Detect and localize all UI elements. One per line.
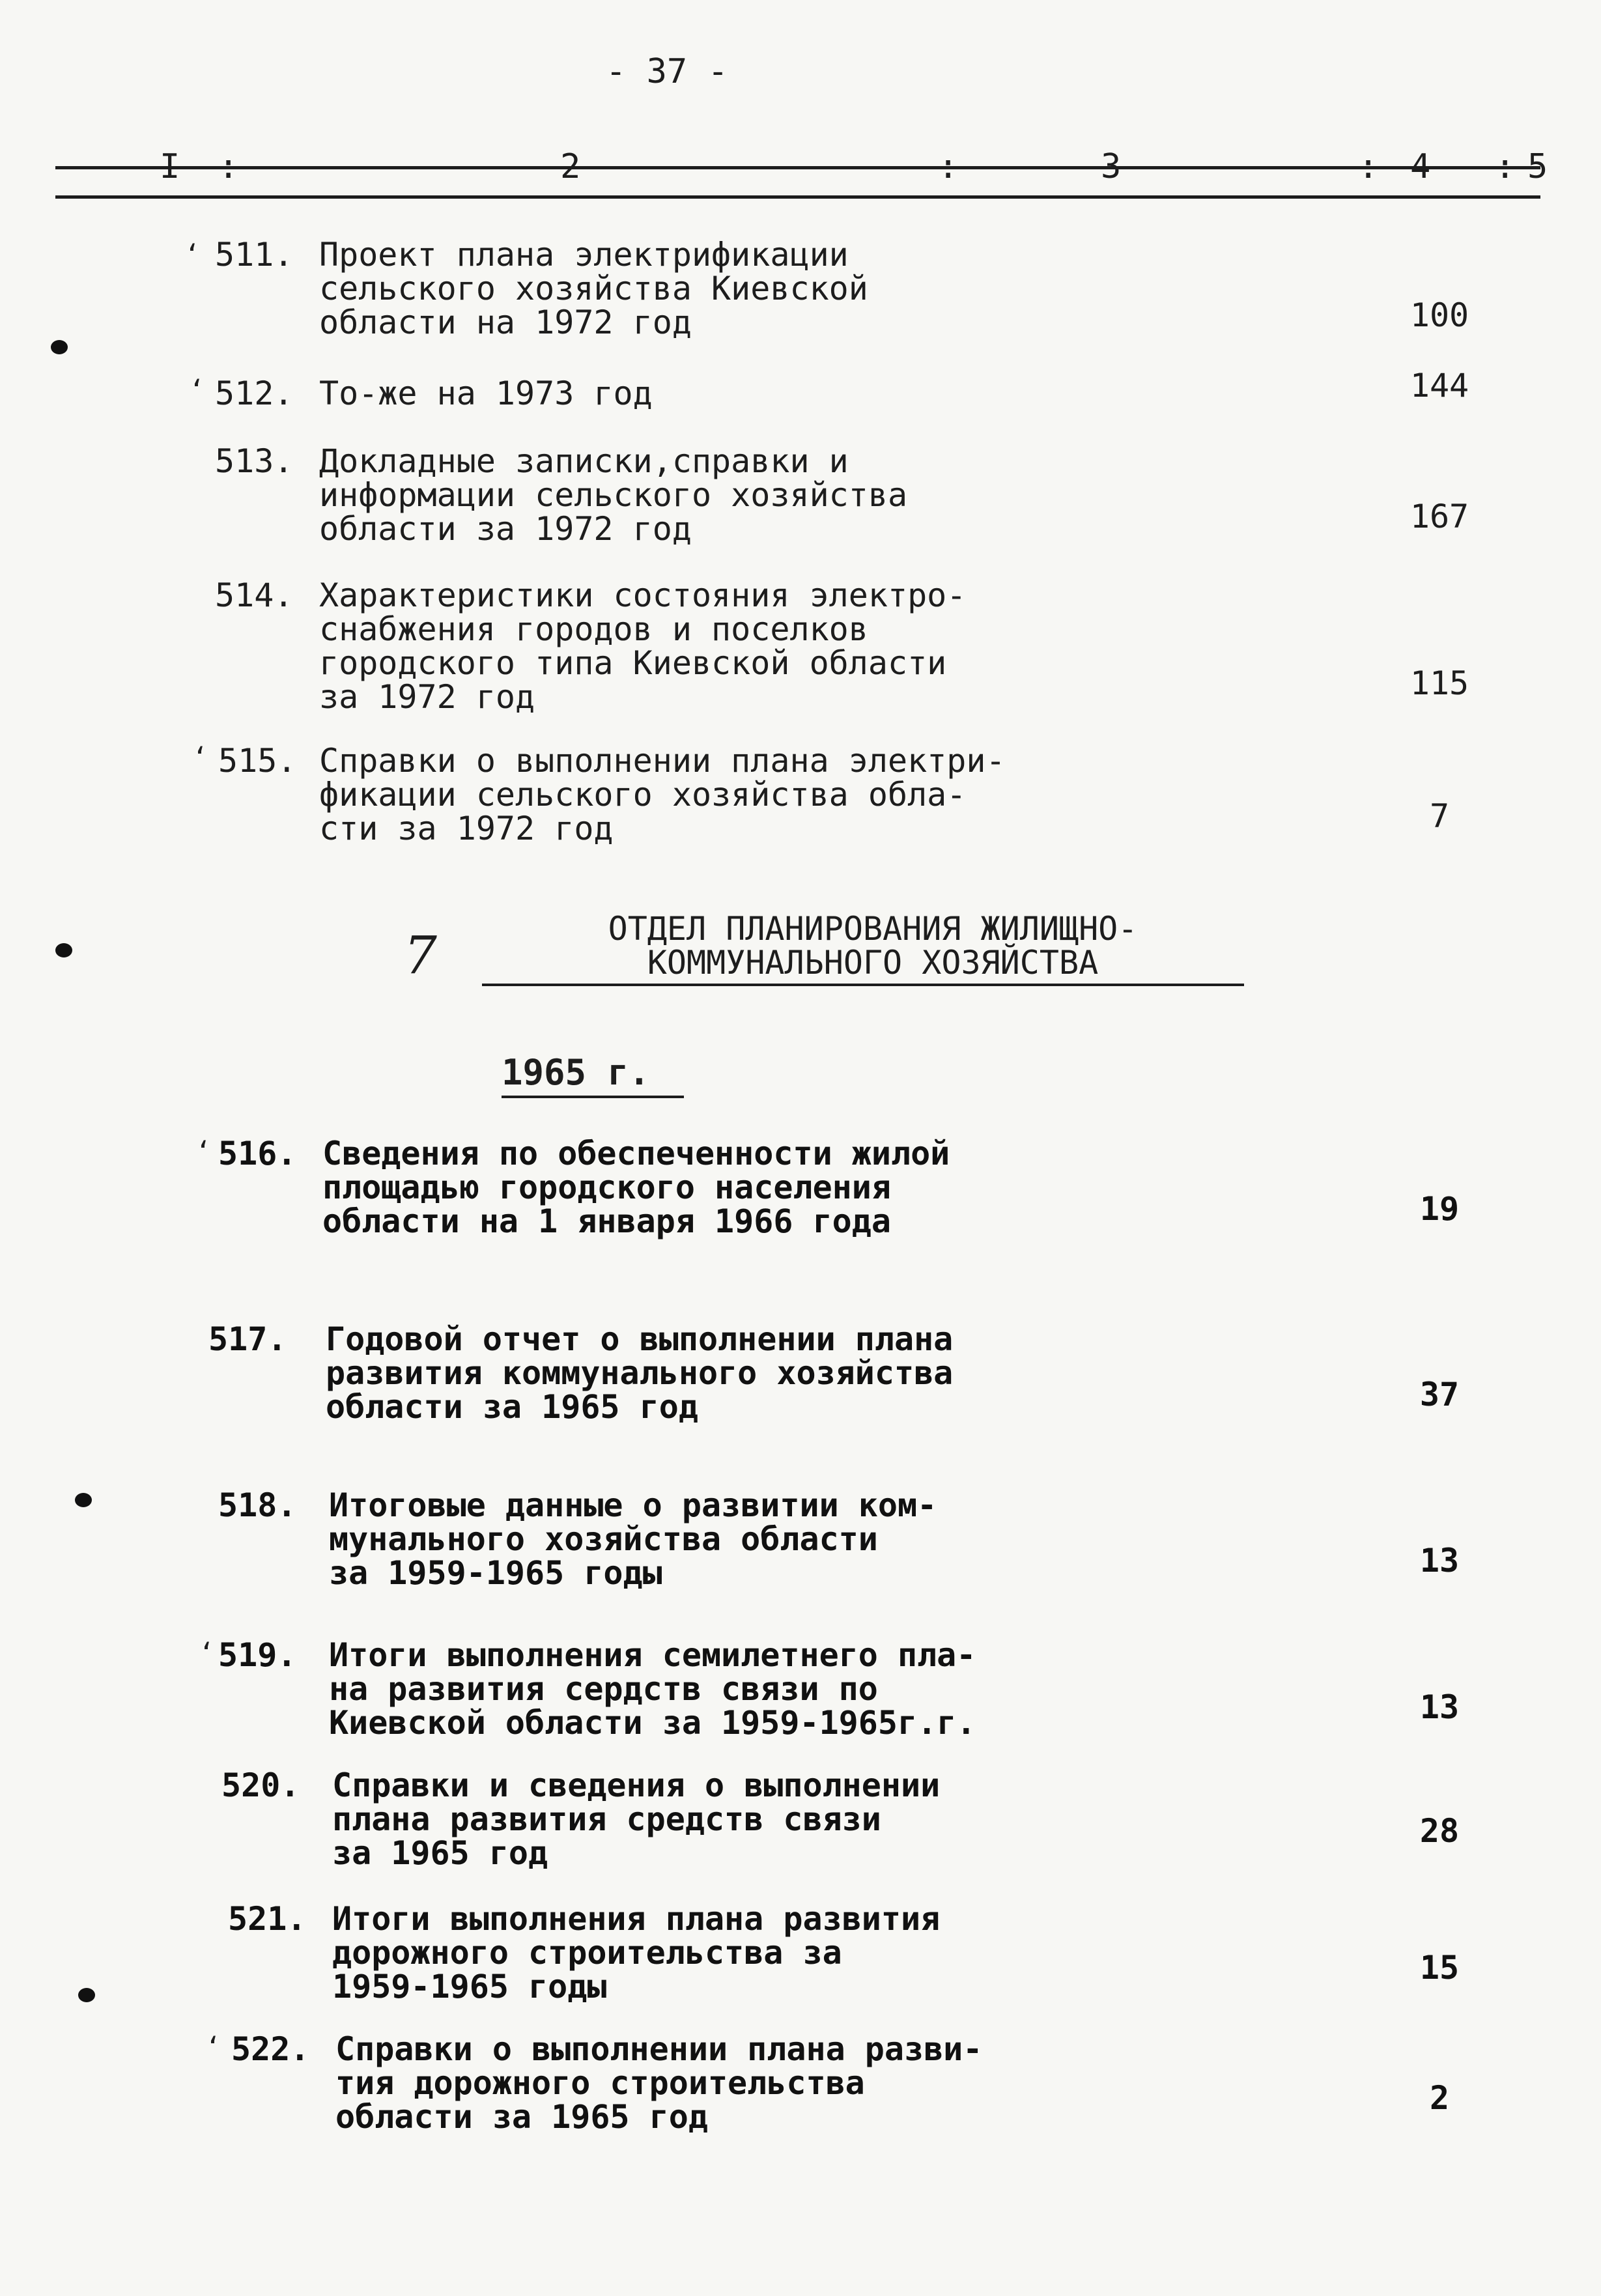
item-quantity: 13 (1419, 1542, 1460, 1580)
item-description: Справки о выполнении плана разви- тия дорожного строительства области за 1965 год (335, 2030, 983, 2136)
item-number: 519. (218, 1636, 297, 1674)
item-description: То-же на 1973 год (319, 375, 653, 412)
item-description: Проект плана электрификации сельского хозяйства Киевской области на 1972 год (319, 236, 868, 341)
section-handwritten-mark: 7 (404, 925, 437, 985)
header-col-2: 2 (560, 147, 581, 186)
item-description: Сведения по обеспеченности жилой площадью городского населения области на 1 января 1966 года (322, 1135, 950, 1240)
item-quantity: 19 (1419, 1190, 1460, 1228)
year-underline (502, 1096, 684, 1098)
header-sep-2: : (938, 147, 959, 186)
item-quantity: 7 (1429, 797, 1450, 835)
item-number: 518. (218, 1486, 297, 1524)
item-number: 517. (208, 1320, 287, 1358)
header-rule-bottom (55, 195, 1540, 199)
header-col-5: 5 (1527, 147, 1548, 186)
item-description: Докладные записки,справки и информации сельского хозяйства области за 1972 год (319, 442, 908, 548)
item-quantity: 28 (1419, 1812, 1460, 1850)
ink-dot-mark (78, 1988, 95, 2002)
check-tick-mark: ‘ (199, 1638, 215, 1668)
item-description: Справки и сведения о выполнении плана развития средств связи за 1965 год (332, 1766, 941, 1872)
ink-dot-mark (75, 1493, 92, 1507)
page-number: - 37 - (606, 52, 728, 91)
item-quantity: 144 (1410, 367, 1469, 404)
item-description: Характеристики состояния электро- снабжения городов и поселков городского типа Киевской области за 1972 год (319, 576, 967, 716)
check-tick-mark: ‘ (205, 2032, 221, 2062)
item-description: Итоги выполнения семилетнего пла- на развития сердств связи по Киевской области за 1959-1965г.г. (329, 1636, 976, 1742)
header-sep-4: : (1495, 147, 1516, 186)
item-number: 514. (215, 576, 294, 614)
check-tick-mark: ‘ (184, 240, 201, 270)
item-quantity: 100 (1410, 296, 1469, 334)
item-number: 515. (218, 742, 297, 780)
item-description: Справки о выполнении плана электри- фикации сельского хозяйства обла- сти за 1972 год (319, 742, 1006, 847)
item-number: 513. (215, 442, 294, 480)
ink-dot-mark (55, 943, 72, 957)
item-description: Итоги выполнения плана развития дорожного строительства за 1959-1965 годы (332, 1900, 941, 2005)
item-quantity: 167 (1410, 498, 1469, 535)
header-rule-top (55, 166, 1540, 169)
item-number: 512. (215, 375, 294, 412)
section-year: 1965 г. (502, 1052, 650, 1093)
item-quantity: 13 (1419, 1688, 1460, 1726)
item-quantity: 115 (1410, 664, 1469, 702)
check-tick-mark: ‘ (192, 743, 208, 772)
item-description: Итоговые данные о развитии ком- мунального хозяйства области за 1959-1965 годы (329, 1486, 937, 1592)
item-number: 521. (228, 1900, 307, 1938)
item-number: 520. (221, 1766, 300, 1804)
check-tick-mark: ‘ (195, 1137, 212, 1167)
section-title: ОТДЕЛ ПЛАНИРОВАНИЯ ЖИЛИЩНО-КОММУНАЛЬНОГО ХОЗЯЙСТВА (608, 910, 1138, 982)
header-col-1: I (160, 147, 180, 186)
check-tick-mark: ‘ (189, 375, 205, 405)
header-col-4: 4 (1410, 147, 1431, 186)
item-quantity: 15 (1419, 1949, 1460, 1987)
item-number: 511. (215, 236, 294, 274)
item-description: Годовой отчет о выполнении плана развития коммунального хозяйства области за 1965 год (326, 1320, 954, 1426)
header-col-3: 3 (1101, 147, 1122, 186)
item-number: 522. (231, 2030, 310, 2068)
section-underline (482, 984, 1244, 986)
ink-dot-mark (51, 340, 68, 354)
header-sep-1: : (218, 147, 239, 186)
item-quantity: 37 (1419, 1376, 1460, 1413)
item-quantity: 2 (1429, 2079, 1450, 2117)
header-sep-3: : (1358, 147, 1379, 186)
item-number: 516. (218, 1135, 297, 1172)
